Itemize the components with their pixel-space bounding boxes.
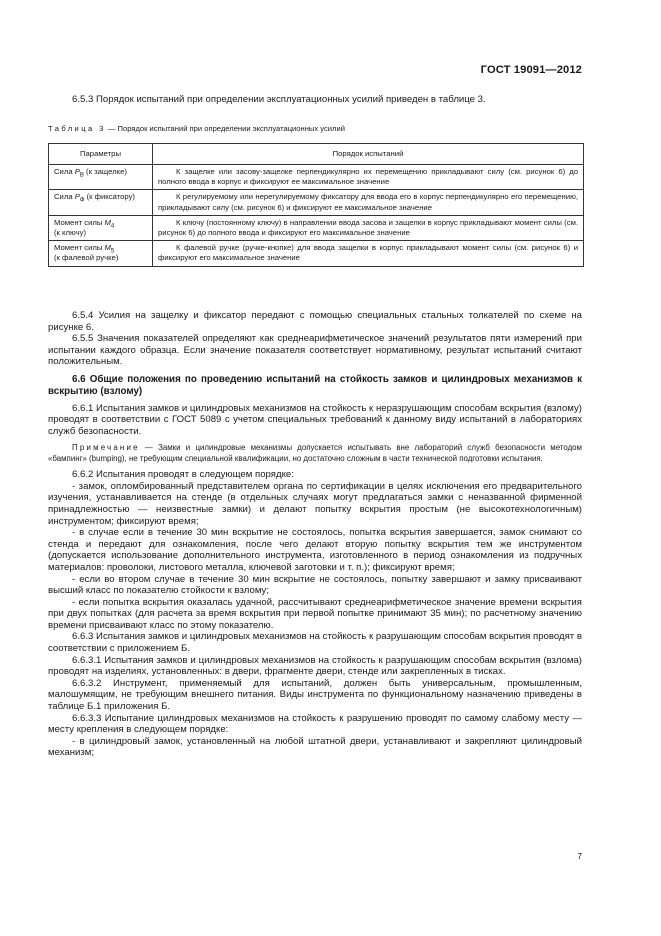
paragraph-6-6-3-2: 6.6.3.2 Инструмент, применяемый для испытаний, должен быть универсальным, промышленным, малошумящим, не требующим внешнего питания. Виды инструмента по функциональному назначению приведены в таблице Б.1 приложения Б. xyxy=(48,677,582,713)
table-header-row xyxy=(49,144,584,165)
table-caption: Таблица 3 — Порядок испытаний при определении эксплуатационных усилий xyxy=(48,124,345,133)
standard-code: ГОСТ 19091—2012 xyxy=(480,64,582,76)
header-procedure: Порядок испытаний xyxy=(153,144,584,165)
procedure-cell: К регулируемому или нерегулируемому фиксатору для ввода его в корпус перпендикулярно его перемещению, прикладывают силу (см. рисунок 6) и фиксируют ее максимальное значение xyxy=(153,190,584,215)
list-item: - если попытка вскрытия оказалась удачной, рассчитывают среднеарифметическое значение времени вскрытия при двух попытках (для расчета за время вскрытия при первой попытке принимают 35 мин); по расчетному значению времени присваивают класс по этому показателю. xyxy=(48,596,582,631)
page-number: 7 xyxy=(577,851,582,861)
paragraph-6-6-3-1: 6.6.3.1 Испытания замков и цилиндровых механизмов на стойкость к разрушающим способам вскрытия (взлома) проводят на изделиях, установленных: в двери, фрагменте двери, стенде или закрепленных в тисках. xyxy=(48,654,582,678)
list-item: - если во втором случае в течение 30 мин вскрытие не состоялось, попытку завершают и замку присваивают высший класс по показателю стойкости к взлому; xyxy=(48,573,582,597)
list-item: - замок, опломбированный представителем органа по сертификации в целях исключения его предварительного изучения, устанавливается на стенде (в отдельных случаях могут предлагаться замки с неназванной фирменной принадлежностью — неизвестные замки) и делают попытку вскрытия простым (не высокотехнологичным) инструментом; фиксируют время; xyxy=(48,480,582,527)
paragraph-6-6-1: 6.6.1 Испытания замков и цилиндровых механизмов на стойкость к неразрушающим способам вскрытия (взлому) проводят в соответствии с ГОСТ 5089 с учетом специальных требований к данному виду испытаний в лабораториях служб безопасности. xyxy=(48,402,582,437)
header-parameters: Параметры xyxy=(49,144,153,165)
param-cell: Сила $P_В$ (к защелке) xyxy=(49,165,153,190)
table-row xyxy=(49,215,584,240)
param-cell: Момент силы $M_4$ (к ключу) xyxy=(49,215,153,240)
param-cell: Сила $P_Ф$ (к фиксатору) xyxy=(49,190,153,215)
table-row xyxy=(49,165,584,190)
table-row xyxy=(49,241,584,266)
paragraph-6-6-2: 6.6.2 Испытания проводят в следующем порядке: xyxy=(72,469,294,481)
note: Примечание — Замки и цилиндровые механизмы допускается испытывать вне лабораторий служб безопасности методом «бампинг» (bumping), не требующим специальной квалификации, но достаточно сложным в части технической подготовки испытания. xyxy=(48,443,582,463)
paragraph-6-5-5: 6.5.5 Значения показателей определяют как среднеарифметическое значений результатов пяти измерений при испытании каждого образца. Если значение показателя соответствует нормативному, результат испытаний считают положительным. xyxy=(48,333,582,368)
section-heading-6-6: 6.6 Общие положения по проведению испытаний на стойкость замков и цилиндровых механизмов к вскрытию (взлому) xyxy=(48,373,582,397)
paragraph-6-5-4: 6.5.4 Усилия на защелку и фиксатор передают с помощью специальных стальных толкателей по схеме на рисунке 6. xyxy=(48,310,582,333)
table-3 xyxy=(48,143,584,267)
param-cell: Момент силы $M_5$ (к фалевой ручке) xyxy=(49,241,153,266)
list-item: - в случае если в течение 30 мин вскрытие не состоялось, попытка вскрытия завершается, замок снимают со стенда и передают для ознакомления, после чего делают вторую попытку вскрытия тем же инструментом (допускается использование дополнительного инструмента, изготовленного в период ознакомления из подручных материалов: проволоки, листового металла, ключевой заготовки и т. п.); фиксируют время; xyxy=(48,527,582,573)
paragraph-6-5-3: 6.5.3 Порядок испытаний при определении эксплуатационных усилий приведен в таблице 3. xyxy=(72,94,486,105)
paragraph-6-6-3: 6.6.3 Испытания замков и цилиндровых механизмов на стойкость к разрушающим способам вскрытия проводят в соответствии с приложением Б. xyxy=(48,631,582,655)
procedure-cell: К ключу (постоянному ключу) в направлении ввода засова и защелки в корпус прикладывают момент силы (см. рисунок 6) до полного ввода и фиксируют его максимальное значение xyxy=(153,215,584,240)
table-row xyxy=(49,190,584,215)
procedure-cell: К фалевой ручке (ручке-кнопке) для ввода защелки в корпус прикладывают момент силы (см. рисунок 6) и фиксируют его максимальное значение xyxy=(153,241,584,266)
procedure-cell: К защелке или засову-защелке перпендикулярно их перемещению прикладывают силу (см. рисунок 6) до полного ввода в корпус и фиксируют ее максимальное значение xyxy=(153,165,584,190)
list-item: - в цилиндровый замок, установленный на любой штатной двери, устанавливают и закрепляют цилиндровый механизм; xyxy=(48,735,582,759)
paragraph-6-6-3-3: 6.6.3.3 Испытание цилиндровых механизмов на стойкость к разрушению проводят по самому слабому месту — месту крепления в следующем порядке: xyxy=(48,712,582,736)
body-text xyxy=(48,310,582,759)
